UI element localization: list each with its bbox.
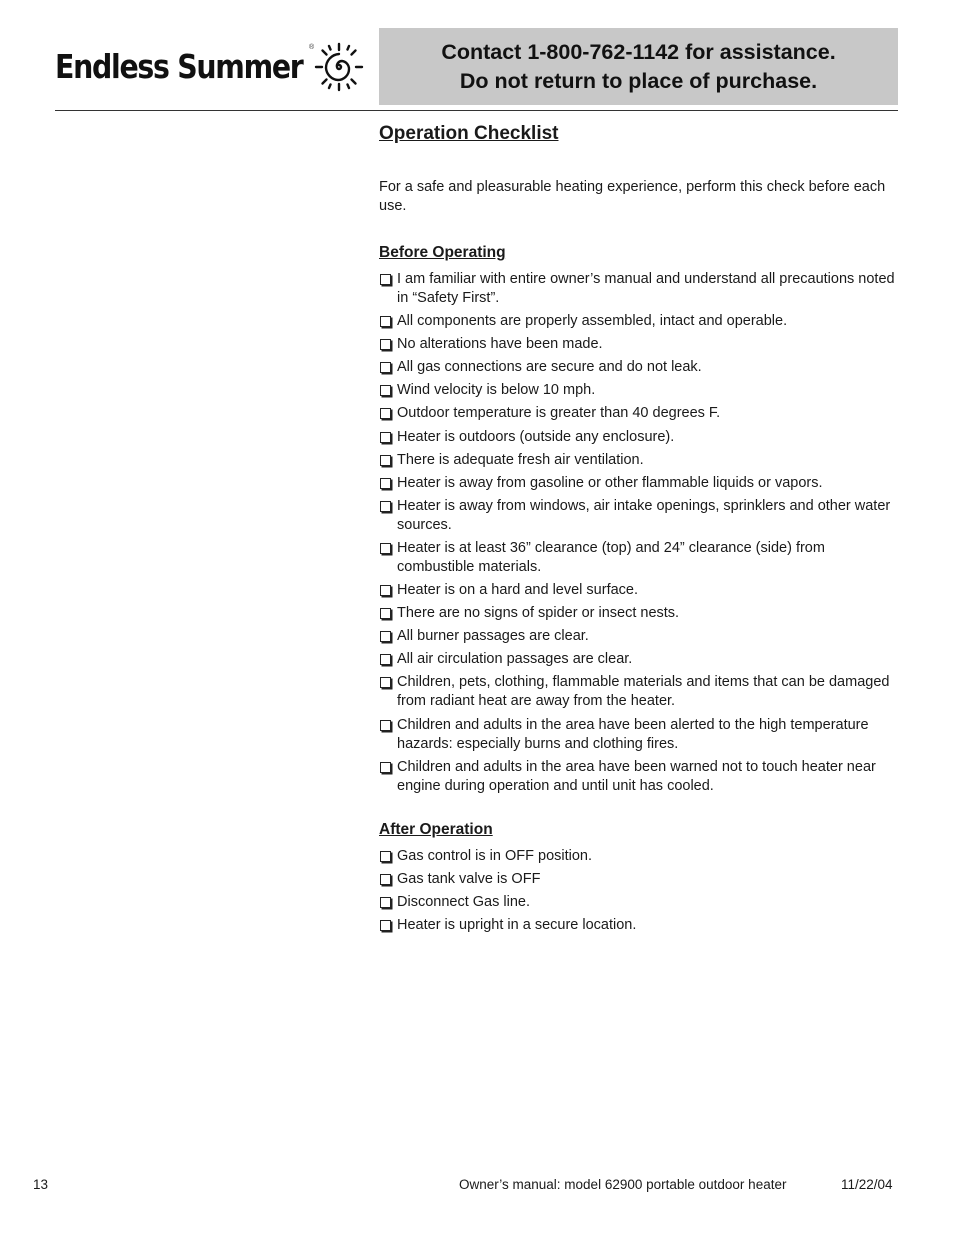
- checklist-item: [379, 673, 899, 711]
- checkbox-icon[interactable]: [380, 720, 391, 731]
- checkbox-icon[interactable]: [380, 920, 391, 931]
- checkbox-icon[interactable]: [380, 408, 391, 419]
- checklist-item: [379, 381, 899, 400]
- checklist-item-text: Gas control is in OFF position.: [397, 847, 593, 864]
- checklist-item-text: Outdoor temperature is greater than 40 degrees F.: [397, 405, 721, 422]
- before-operating-heading: Before Operating: [379, 244, 506, 261]
- checklist-item: [379, 870, 899, 889]
- checkbox-icon[interactable]: [380, 585, 391, 596]
- checklist-item-text: Children and adults in the area have been alerted to the high temperature hazards: especially burns and clothing fires.: [397, 716, 869, 752]
- before-operating-list: [379, 270, 899, 796]
- checklist-item-text: Disconnect Gas line.: [397, 893, 530, 910]
- checklist-item-text: Heater is on a hard and level surface.: [397, 582, 638, 599]
- checklist-item-text: There is adequate fresh air ventilation.: [397, 451, 644, 468]
- checklist-item: [379, 916, 899, 935]
- checkbox-icon[interactable]: [380, 501, 391, 512]
- checklist-item: [379, 893, 899, 912]
- checkbox-icon[interactable]: [380, 362, 391, 373]
- checkbox-icon[interactable]: [380, 385, 391, 396]
- checklist-item: [379, 650, 899, 669]
- checkbox-icon[interactable]: [380, 432, 391, 443]
- brand-logo: [55, 40, 343, 92]
- checkbox-icon[interactable]: [380, 455, 391, 466]
- checklist-item-text: Heater is at least 36” clearance (top) and 24” clearance (side) from combustible materials.: [397, 539, 825, 575]
- checklist-item-text: No alterations have been made.: [397, 336, 603, 353]
- registered-mark: ®: [309, 44, 315, 51]
- checklist-item-text: Heater is away from gasoline or other flammable liquids or vapors.: [397, 474, 823, 491]
- after-operation-heading: After Operation: [379, 820, 493, 838]
- checklist-item: [379, 428, 899, 447]
- checklist-item: [379, 604, 899, 623]
- checkbox-icon[interactable]: [380, 608, 391, 619]
- checklist-item: [379, 497, 899, 535]
- checklist-item: [379, 581, 899, 600]
- logo-wordmark: Endless Summer: [55, 46, 303, 86]
- checklist-item-text: I am familiar with entire owner’s manual and understand all precautions noted in “Safety First”.: [397, 271, 895, 306]
- checklist-item: [379, 270, 899, 308]
- checkbox-icon[interactable]: [380, 851, 391, 862]
- checklist-item-text: Children, pets, clothing, flammable materials and items that can be damaged from radiant heat are away from the heater.: [397, 674, 890, 710]
- checkbox-icon[interactable]: [380, 543, 391, 554]
- checklist-item: [379, 335, 899, 354]
- checkbox-icon[interactable]: [380, 897, 391, 908]
- checklist-item: [379, 539, 899, 577]
- intro-paragraph: For a safe and pleasurable heating experience, perform this check before each use.: [379, 179, 886, 214]
- checklist-item-text: Heater is upright in a secure location.: [397, 916, 637, 933]
- checkbox-icon[interactable]: [380, 274, 391, 285]
- header-divider: [55, 110, 898, 111]
- checkbox-icon[interactable]: [380, 677, 391, 688]
- checklist-item-text: Children and adults in the area have been warned not to touch heater near engine during operation and until unit has cooled.: [397, 758, 876, 794]
- checklist-item: [379, 312, 899, 331]
- checkbox-icon[interactable]: [380, 478, 391, 489]
- checklist-section: [379, 121, 899, 939]
- checkbox-icon[interactable]: [380, 874, 391, 885]
- checklist-item-text: Wind velocity is below 10 mph.: [397, 382, 596, 399]
- checkbox-icon[interactable]: [380, 762, 391, 773]
- checklist-item: [379, 404, 899, 423]
- checklist-item-text: All air circulation passages are clear.: [397, 651, 633, 668]
- contact-return-line: Do not return to place of purchase.: [459, 68, 818, 93]
- checklist-item: [379, 847, 899, 866]
- checklist-item-text: All burner passages are clear.: [397, 628, 589, 645]
- checklist-item: [379, 627, 899, 646]
- checklist-item: [379, 758, 899, 796]
- footer-manual-title: Owner’s manual: model 62900 portable outdoor heater: [459, 1177, 787, 1192]
- checklist-item-text: Heater is outdoors (outside any enclosure).: [397, 428, 675, 445]
- page-number: 13: [33, 1177, 49, 1192]
- checkbox-icon[interactable]: [380, 316, 391, 327]
- checklist-item: [379, 474, 899, 493]
- footer-date: 11/22/04: [841, 1177, 893, 1192]
- checklist-item-text: There are no signs of spider or insect nests.: [397, 605, 680, 622]
- checklist-item: [379, 716, 899, 754]
- contact-banner: [379, 28, 898, 105]
- checkbox-icon[interactable]: [380, 654, 391, 665]
- after-operation-list: [379, 847, 899, 935]
- contact-phone-line: Contact 1-800-762-1142 for assistance.: [441, 39, 836, 64]
- sun-swirl-icon: [313, 41, 365, 93]
- checklist-item-text: All components are properly assembled, intact and operable.: [397, 313, 788, 330]
- checklist-item-text: Heater is away from windows, air intake openings, sprinklers and other water sources.: [397, 497, 891, 533]
- page-title: Operation Checklist: [379, 123, 559, 144]
- checkbox-icon[interactable]: [380, 339, 391, 350]
- checkbox-icon[interactable]: [380, 631, 391, 642]
- checklist-item-text: All gas connections are secure and do not leak.: [397, 359, 702, 376]
- checklist-item: [379, 358, 899, 377]
- checklist-item-text: Gas tank valve is OFF: [397, 870, 541, 887]
- checklist-item: [379, 451, 899, 470]
